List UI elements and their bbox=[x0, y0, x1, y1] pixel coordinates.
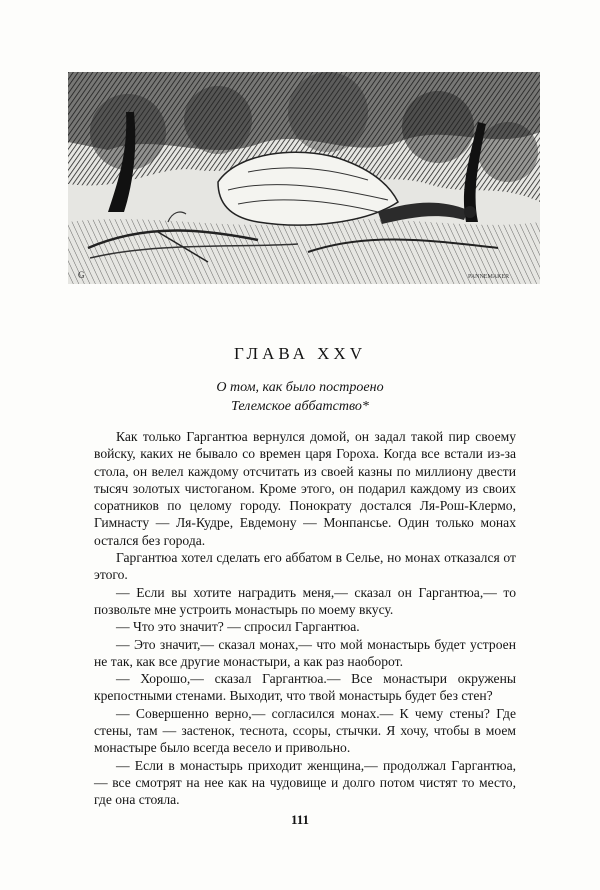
engraver-signature: G bbox=[78, 270, 85, 280]
page-number: 111 bbox=[290, 812, 310, 827]
chapter-body bbox=[94, 428, 516, 809]
chapter-subtitle-line-2: Телемское аббатство* bbox=[231, 399, 369, 414]
engraver-mark: PANNEMAKER bbox=[468, 274, 510, 280]
paragraph: Гаргантюа хотел сделать его аббатом в Селье, но монах отказался от этого. bbox=[94, 550, 516, 583]
paragraph: — Если вы хотите наградить меня,— сказал он Гаргантюа,— то позвольте мне устроить монастырь по моему вкусу. bbox=[94, 584, 516, 617]
chapter-subtitle-line-1: О том, как было построено bbox=[216, 380, 384, 395]
engraving-illustration bbox=[68, 72, 540, 284]
paragraph: — Хорошо,— сказал Гаргантюа.— Все монастыри окружены крепостными стенами. Выходит, что твой монастырь будет без стен? bbox=[94, 671, 516, 704]
chapter-title: ГЛАВА XXV bbox=[234, 344, 366, 363]
paragraph: — Что это значит? — спросил Гаргантюа. bbox=[116, 619, 360, 635]
paragraph: — Совершенно верно,— согласился монах.— К чему стены? Где стены, там — застенок, теснота, ссоры, стычки. Я хочу, чтобы в моем монастыре было всегда весело и привольно. bbox=[94, 705, 516, 756]
engraving-icon bbox=[68, 72, 540, 284]
paragraph: Как только Гаргантюа вернулся домой, он задал такой пир своему войску, каких не бывало со времен царя Гороха. Когда все встали из-за стола, он велел каждому отсчитать из своей казны по миллиону двести тысяч золотых чистоганом. Кроме этого, он подарил каждому из своих соратников по целому городу. Понократу достался Ля-Рош-Клермо, Гимнасту — Ля-Кудре, Евдемону — Монпансье. Один только монах остался без города. bbox=[94, 429, 516, 548]
chapter-subtitle bbox=[0, 378, 600, 416]
paragraph: — Это значит,— сказал монах,— что мой монастырь будет устроен не так, как все другие монастыри, а как раз наоборот. bbox=[94, 636, 516, 669]
paragraph: — Если в монастырь приходит женщина,— продолжал Гаргантюа,— все смотрят на нее как на чудовище и долго потом чистят то место, где она стояла. bbox=[94, 757, 516, 808]
